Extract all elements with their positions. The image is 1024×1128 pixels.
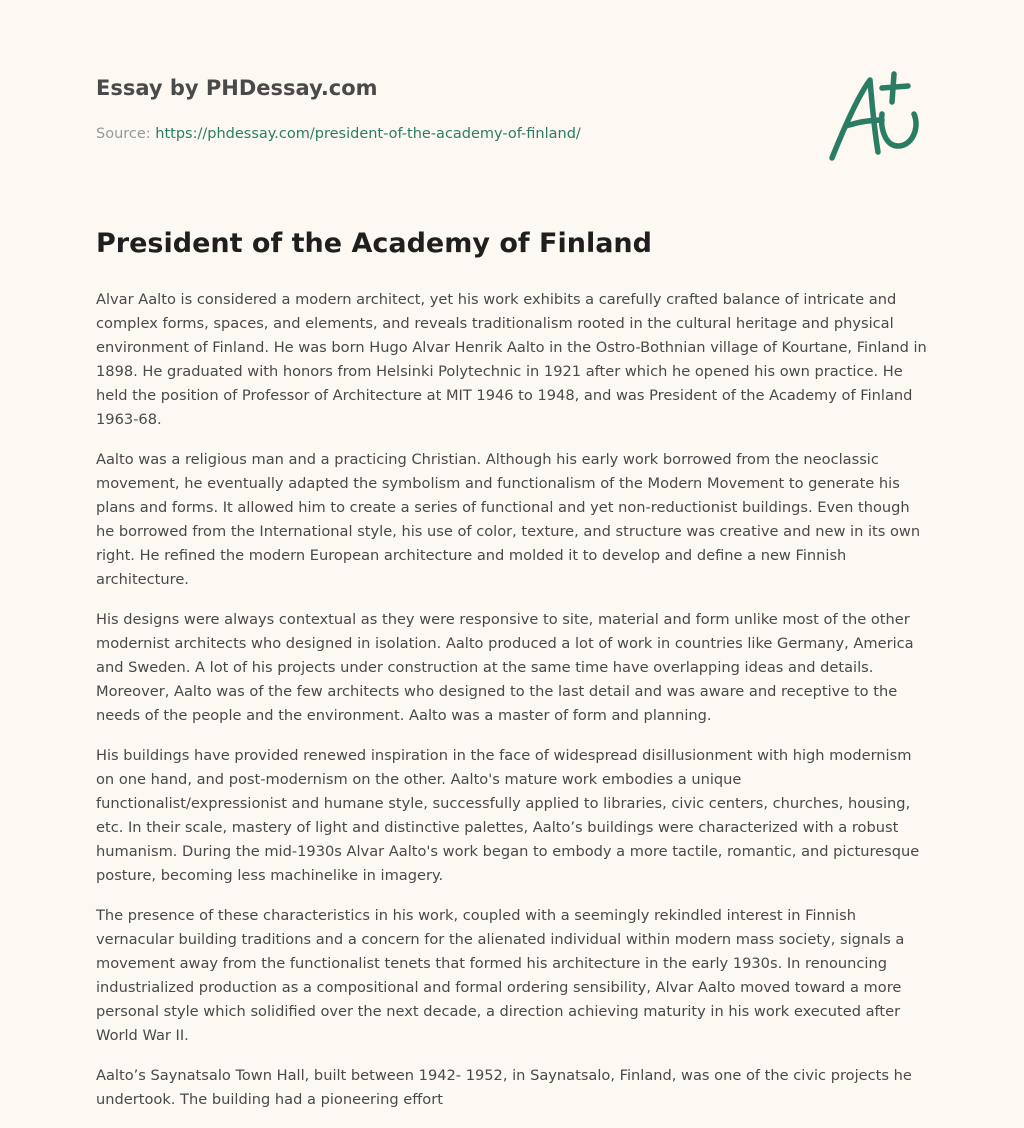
a-plus-logo-icon: [822, 66, 926, 164]
paragraph: His buildings have provided renewed inspiration in the face of widespread disillusionment with high modernism on one hand, and post-modernism on the other. Aalto's mature work embodies a unique functionalist/expressionist and humane style, successfully applied to libraries, civic centers, churches, housing, etc. In their scale, mastery of light and distinctive palettes, Aalto’s buildings were characterized with a robust humanism. During the mid-1930s Alvar Aalto's work began to embody a more tactile, romantic, and picturesque posture, becoming less machinelike in imagery.: [96, 747, 920, 884]
document-body: [96, 224, 932, 1128]
paragraph: The presence of these characteristics in his work, coupled with a seemingly rekindled interest in Finnish vernacular building traditions and a concern for the alienated individual within modern mass society, signals a movement away from the functionalist tenets that formed his architecture in the early 1930s. In renouncing industrialized production as a compositional and formal ordering sensibility, Alvar Aalto moved toward a more personal style which solidified over the next decade, a direction achieving maturity in his work executed after World War II.: [96, 907, 905, 1044]
page-header: [96, 72, 916, 142]
paragraph: Aalto was a religious man and a practicing Christian. Although his early work borrowed from the neoclassic movement, he eventually adapted the symbolism and functionalism of the Modern Movement to generate his plans and forms. It allowed him to create a series of functional and yet non-reductionist buildings. Even though he borrowed from the International style, his use of color, texture, and structure was creative and new in its own right. He refined the modern European architecture and molded it to develop and define a new Finnish architecture.: [96, 451, 921, 588]
source-link[interactable]: https://phdessay.com/president-of-the-academy-of-finland/: [155, 126, 581, 142]
site-title: Essay by PHDessay.com: [96, 76, 378, 100]
paragraph: His designs were always contextual as they were responsive to site, material and form unlike most of the other modernist architects who designed in isolation. Aalto produced a lot of work in countries like Germany, America and Sweden. A lot of his projects under construction at the same time have overlapping ideas and details. Moreover, Aalto was of the few architects who designed to the last detail and was aware and receptive to the needs of the people and the environment. Aalto was a master of form and planning.: [96, 611, 914, 724]
document-title: President of the Academy of Finland: [96, 228, 652, 259]
paragraph: Alvar Aalto is considered a modern architect, yet his work exhibits a carefully crafted balance of intricate and complex forms, spaces, and elements, and reveals traditionalism rooted in the cultural heritage and physical environment of Finland. He was born Hugo Alvar Henrik Aalto in the Ostro-Bothnian village of Kourtane, Finland in 1898. He graduated with honors from Helsinki Polytechnic in 1921 after which he opened his own practice. He held the position of Professor of Architecture at MIT 1946 to 1948, and was President of the Academy of Finland 1963-68.: [96, 291, 927, 428]
source-line: [96, 126, 916, 142]
paragraph: Aalto’s Saynatsalo Town Hall, built between 1942- 1952, in Saynatsalo, Finland, was one of the civic projects he undertook. The building had a pioneering effort: [96, 1067, 912, 1108]
source-label: Source:: [96, 126, 151, 142]
